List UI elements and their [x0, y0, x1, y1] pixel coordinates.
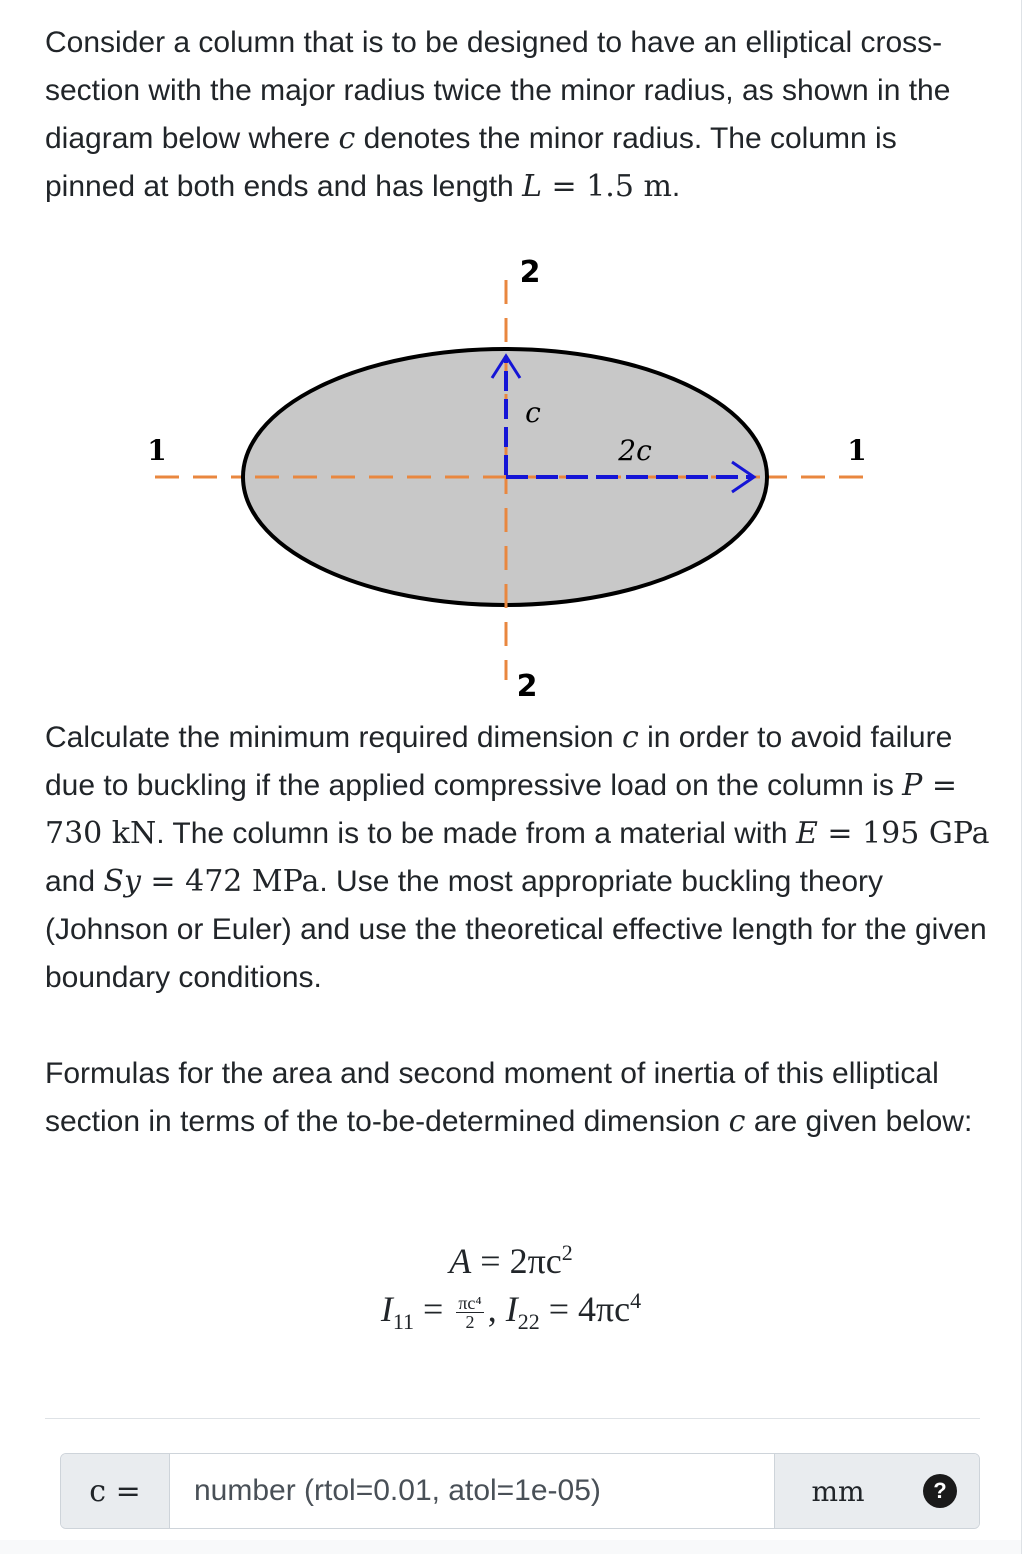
formulas-intro: Formulas for the area and second moment of inertia of this elliptical section in terms of the to-be-determined dimension c are given below:	[45, 1057, 973, 1139]
axis-2-bottom-label: 2	[516, 669, 538, 704]
help-button[interactable]	[901, 1454, 979, 1528]
axis-1-left-label: 1	[147, 434, 167, 467]
answer-label: c =	[61, 1454, 170, 1528]
axis-2-top-label: 2	[519, 255, 541, 290]
math-L: L	[522, 169, 542, 204]
ellipse-cross-section-diagram	[140, 240, 880, 710]
length-value: 1.5 m	[586, 169, 672, 204]
minor-radius-label: c	[525, 396, 541, 429]
answer-input-group	[60, 1453, 980, 1529]
problem-question: Calculate the minimum required dimension c in order to avoid failure due to buckling if the applied compressive load on the column is P = 730 kN. The column is to be made from a material with E = 195 GPa and Sy = 472 MPa. Use the most appropriate buckling theory (Johnson or Euler) and use the theoretical effective length for the given boundary conditions.	[45, 720, 990, 994]
question-mark-icon[interactable]: ?	[923, 1474, 957, 1508]
math-c: c	[338, 121, 356, 156]
divider	[45, 1418, 980, 1419]
panel-border	[1021, 0, 1022, 1554]
problem-intro: Consider a column that is to be designed to have an elliptical cross-section with the major radius twice the minor radius, as shown in the diagram below where c denotes the minor radius. The column is pinned at both ends and has length L = 1.5 m.	[45, 26, 951, 204]
inertia-formula: $I_{11}$ = $\frac{\text{πc⁴}}{2}$ , $I_{22} = 4\pi c^4$	[380, 1288, 642, 1335]
modulus-value: 195 GPa	[862, 816, 990, 851]
yield-strength-value: 472 MPa	[185, 864, 320, 899]
load-value: 730 kN	[45, 816, 157, 851]
area-formula: $A = 2\pi c^2$	[449, 1240, 573, 1281]
answer-input[interactable]	[170, 1454, 774, 1528]
axis-1-right-label: 1	[847, 434, 867, 467]
footer-strip	[0, 1540, 1022, 1554]
major-radius-label: 2c	[618, 434, 652, 467]
answer-unit: mm	[774, 1454, 902, 1528]
fraction-pi-c4-over-2: $\frac{\text{πc⁴}}{2}$	[458, 1293, 482, 1333]
